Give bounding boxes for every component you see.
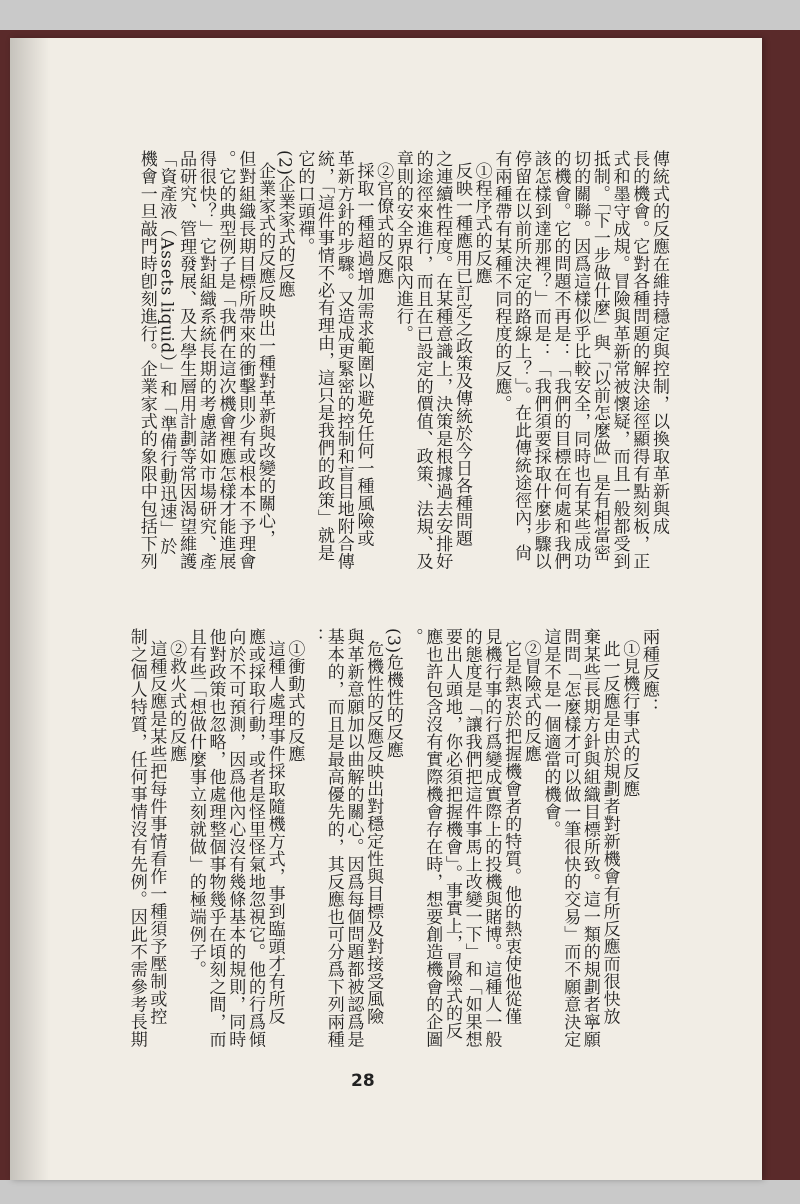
upper-text-block: 傳統式的反應在維持穩定與控制，以換取革新與成 長的機會。它對各種問題的解決途徑顯得有點刻板，正 式和墨守成規。冒險與革新常被懷疑，而且一般都受到 抵制。「下一步做什麼」與「以前怎麼做」是有相當密 切的關聯。因爲這樣似乎比較安全，同時也有某些成功 的機會。它的問題不再是：「我們的目標在何處和我們 該怎樣到達那裡？」而是：「我們須要採取什麼步驟以 停留在以前所決定的路線上？」。在此傳統途徑內，尙 有兩種帶有某種不同程度的反應。 ①程序式的反應 反映一種應用已訂定之政策及傳統於今日各種問題 之連續性程度。在某種意識上，決策是根據過去安排好 的途徑來進行，而且在已設定的價值、政策、法規、及 章則的安全界限內進行。 ②官僚式的反應 採取一種超過增加需求範圍以避免任何一種風險或 革新方針的步驟。又造成更緊密的控制和盲目地附合傳 統，「這件事情不必有理由，這只是我們的政策」就是 它的口頭禪。 (2)企業家式的反應 企業家式的反應反映出一種對革新與改變的關心， 但對組織長期目標所帶來的衝擊則少有或根本不予理會 。它的典型例子是「我們在這次機會裡應怎樣才能進展 得很快？」它對組織系統長期的考慮諸如市場研究、產 品研究、管理發展、及大學生層用計劃等常因渴望維護 「資產液（Assets liquid）」和「準備行動迅速」於 機會一旦敲門時卽刻進行。企業家式的象限中包括下列 <box>136 150 669 570</box>
lower-text-block: 兩種反應： ①見機行事式的反應 此一反應是由於規劃者對新機會有所反應而很快放 棄某些長期方針與組織目標所致。這一類的規劃者寧願 問問「怎麼樣才可以做一筆很快的交易」而不願意決定 這是不是一個適當的機會。 ②冒險式的反應 它是熱衷於把握機會者的特質。他的熱衷使他從僅 見機行事的行爲變成實際上的投機與賭博。這種人一般 的態度是「讓我們把這件事馬上改變一下」和「如果想 要出人頭地，你必須把握機會」。事實上，冒險式的反 應也許包含沒有實際機會存在時，想要創造機會的企圖 。 (3)危機性的反應 危機性的反應反映出對穩定性與目標及對接受風險 與革新意願加以曲解的關心。因爲每個問題都被認爲是 基本的，而且是最高優先的，其反應也可分爲下列兩種 ： ①衝動式的反應 這種人處理事件採取隨機方式，事到臨頭才有所反 應或採取行動，或者是怪里怪氣地忽視它。他的行爲傾 向於不可預測，因爲他內心沒有幾條基本的規則，同時 他對政策也忽略，他處理整個事物幾乎在頃刻之間，而 且有些「想做什麼事立刻就做」的極端例子。 ②救火式的反應 這種反應是某些把每件事情看作一種須予壓制或控 制之個人特質，任何事情沒有先例。因此不需參考長期 <box>126 628 659 1048</box>
page-number: 28 <box>351 1071 375 1091</box>
page-gutter-shadow <box>10 38 50 1180</box>
